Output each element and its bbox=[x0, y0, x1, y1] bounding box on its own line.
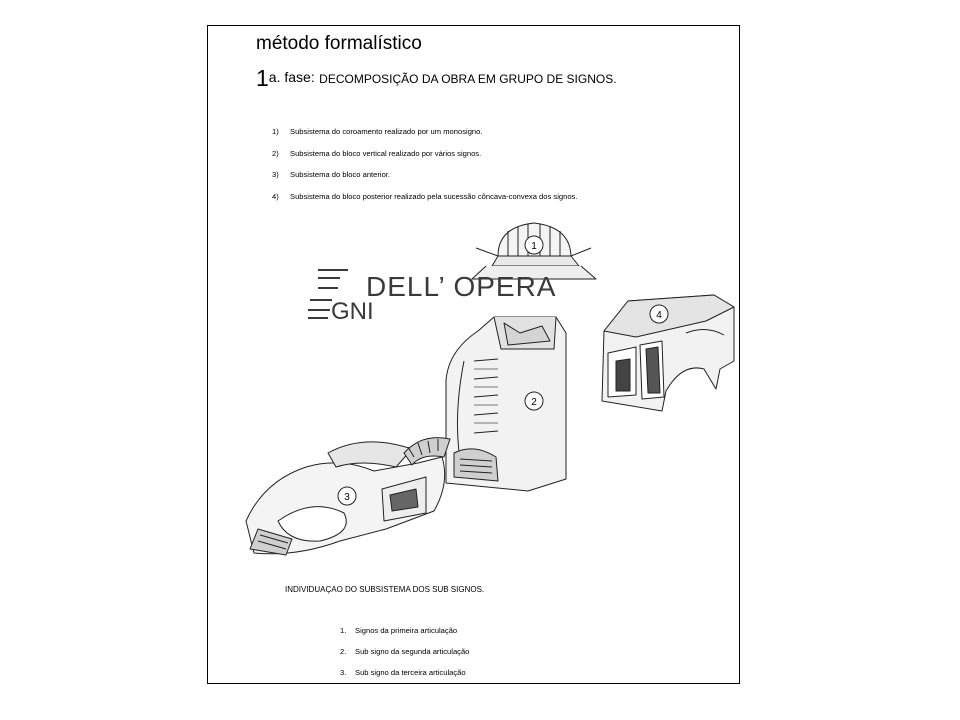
list-item-number: 2. bbox=[340, 647, 347, 656]
page-title: método formalístico bbox=[256, 33, 422, 54]
phase-number: 1 bbox=[256, 65, 269, 91]
document-page bbox=[207, 25, 740, 684]
marker-1: 1 bbox=[531, 241, 537, 252]
list-item bbox=[272, 170, 577, 192]
list-item bbox=[340, 647, 469, 668]
list-item-text: Sub signo da segunda articulação bbox=[355, 647, 470, 656]
list-item bbox=[272, 149, 577, 171]
subsigns-heading: INDIVIDUAÇAO DO SUBSISTEMA DOS SUB SIGNOS. bbox=[285, 585, 485, 594]
list-item-number: 2) bbox=[272, 148, 279, 158]
phase-label: a. fase: bbox=[268, 69, 315, 85]
list-item-number: 1. bbox=[340, 626, 347, 635]
overlay-text-bottom: GNI bbox=[331, 298, 374, 325]
overlay-text-top: DELL’ OPERA bbox=[366, 271, 557, 302]
list-item-text: Sub signo da terceira articulação bbox=[355, 668, 466, 677]
list-item-text: Subsistema do coroamento realizado por um monosigno. bbox=[290, 127, 483, 136]
marker-2: 2 bbox=[531, 397, 537, 408]
subsystem-list bbox=[272, 127, 577, 213]
list-item bbox=[272, 127, 577, 149]
list-item-number: 1) bbox=[272, 127, 279, 136]
subsigns-list bbox=[340, 626, 469, 684]
list-item-number: 3. bbox=[340, 668, 347, 677]
list-item-text: Signos da primeira articulação bbox=[355, 626, 458, 635]
list-item bbox=[272, 192, 577, 214]
phase-text: DECOMPOSIÇÃO DA OBRA EM GRUPO DE SIGNOS. bbox=[319, 72, 617, 86]
list-item-text: Subsistema do bloco vertical realizado por vários signos. bbox=[290, 148, 482, 158]
list-item-number: 3) bbox=[272, 170, 279, 179]
list-item-number: 4) bbox=[272, 191, 279, 201]
rear-block bbox=[602, 295, 734, 411]
list-item-text: Subsistema do bloco anterior. bbox=[290, 170, 391, 179]
marker-4: 4 bbox=[656, 310, 662, 321]
vertical-block bbox=[446, 317, 566, 491]
marker-3: 3 bbox=[344, 492, 350, 503]
phase-heading bbox=[256, 65, 617, 92]
list-item bbox=[340, 626, 469, 647]
list-item-text: Subsistema do bloco posterior realizado pela sucessão côncava-convexa dos signos. bbox=[290, 191, 578, 201]
exploded-building-drawing bbox=[236, 221, 736, 566]
list-item bbox=[340, 668, 469, 684]
